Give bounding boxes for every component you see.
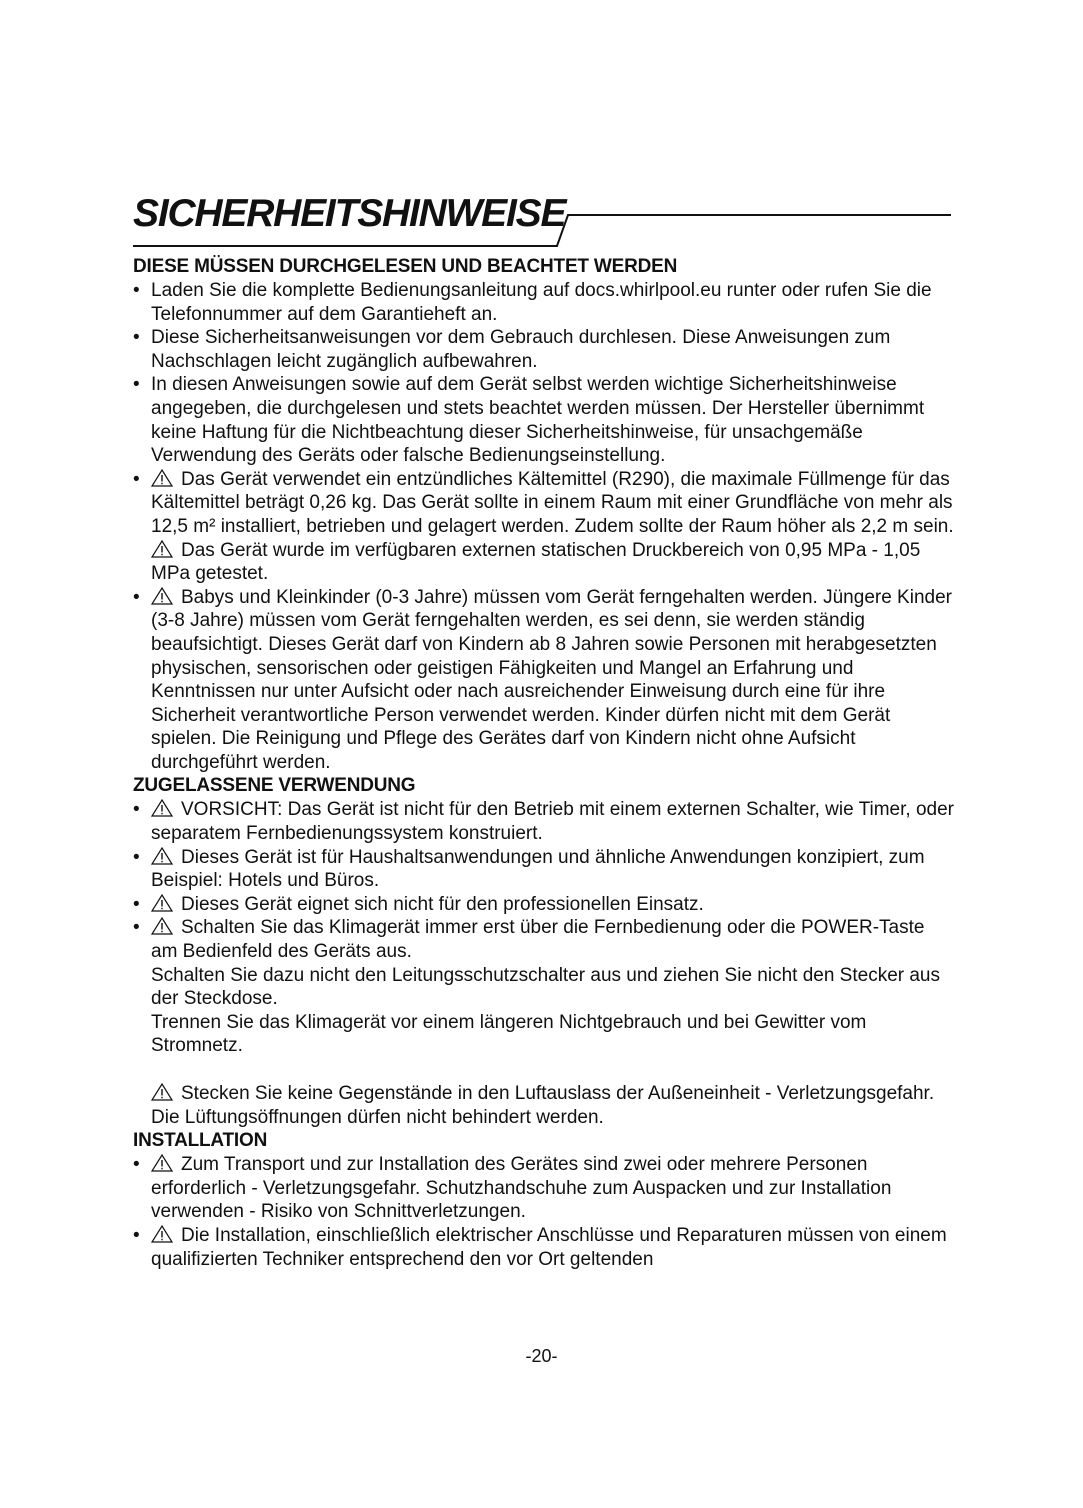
list-item — [133, 373, 955, 467]
bullet: • — [133, 586, 140, 608]
list-item-text: In diesen Anweisungen sowie auf dem Gerät selbst werden wichtige Sicherheitshinweise angegeben, die durchgelesen und stets beachtet werden müssen. Der Hersteller übernimmt keine Haftung für die Nichtbeachtung dieser Sicherheitshinweise, für unsachgemäße Verwendung des Geräts oder falsche Bedienungseinstellung. — [151, 374, 925, 467]
list-item-text: Das Gerät wurde im verfügbaren externen statischen Druckbereich von 0,95 MPa - 1,05 MPa getestet. — [151, 539, 921, 585]
list-item-text: Schalten Sie das Klimagerät immer erst über die Fernbedienung oder die POWER-Taste am Bedienfeld des Geräts aus. — [151, 917, 925, 963]
warning-triangle-icon — [151, 799, 173, 817]
list-item-text: Dieses Gerät eignet sich nicht für den professionellen Einsatz. — [181, 893, 704, 915]
warning-triangle-icon — [151, 540, 173, 558]
list-item-warning — [133, 586, 955, 775]
section-heading-read: DIESE MÜSSEN DURCHGELESEN UND BEACHTET WERDEN — [133, 256, 678, 277]
bullet: • — [133, 374, 140, 396]
warning-triangle-icon — [151, 1225, 173, 1243]
warning-triangle-icon — [151, 847, 173, 865]
section-heading-usage: ZUGELASSENE VERWENDUNG — [133, 775, 416, 797]
section-heading-installation: INSTALLATION — [133, 1130, 268, 1152]
list-item-warning — [133, 916, 955, 1129]
bullet: • — [133, 893, 140, 915]
bullet: • — [133, 846, 140, 868]
list-item-warning — [133, 468, 955, 586]
list-item-text: Laden Sie die komplette Bedienungsanleitung auf docs.whirlpool.eu runter oder rufen Sie die Telefonnummer auf dem Garantieheft an. — [151, 280, 932, 325]
warning-triangle-icon — [151, 1154, 173, 1172]
page-number: -20- — [525, 1346, 558, 1366]
title-block — [133, 188, 953, 250]
list-item-warning — [133, 893, 955, 917]
list-item-text: Die Installation, einschließlich elektrischer Anschlüsse und Reparaturen müssen von einem qualifizierten Techniker entsprechend den vor Ort geltenden — [151, 1224, 947, 1270]
warning-triangle-icon — [151, 469, 173, 487]
list-item-warning — [133, 1224, 955, 1271]
warning-triangle-icon — [151, 917, 173, 935]
list-item — [133, 279, 955, 326]
list-item-text: Trennen Sie das Klimagerät vor einem längeren Nichtgebrauch und bei Gewitter vom Stromnetz. — [151, 1011, 867, 1057]
list-item — [133, 326, 955, 373]
safety-content — [133, 255, 955, 1271]
bullet: • — [133, 1154, 140, 1176]
list-item-text: Dieses Gerät ist für Haushaltsanwendungen und ähnliche Anwendungen konzipiert, zum Beispiel: Hotels und Büros. — [151, 846, 925, 892]
bullet: • — [133, 280, 140, 301]
bullet: • — [133, 468, 140, 490]
list-item-text: Babys und Kleinkinder (0-3 Jahre) müssen vom Gerät ferngehalten werden. Jüngere Kinder (3-8 Jahre) müssen vom Gerät ferngehalten werden, es sei denn, sie werden ständig beaufsichtigt. Dieses Gerät darf von Kindern ab 8 Jahren sowie Personen mit herabgesetzten physischen, sensorischen oder geistigen Fähigkeiten und Mangel an Erfahrung und Kenntnissen nur unter Aufsicht oder nach ausreichender Einweisung durch eine für ihre Sicherheit verantwortliche Person verwendet werden. Kinder dürfen nicht mit dem Gerät spielen. Die Reinigung und Pflege des Gerätes darf von Kindern nicht ohne Aufsicht durchgeführt werden. — [151, 586, 952, 773]
bullet: • — [133, 799, 140, 821]
list-item-text: Schalten Sie dazu nicht den Leitungsschutzschalter aus und ziehen Sie nicht den Stecker aus der Steckdose. — [151, 964, 941, 1010]
list-item-warning — [133, 1153, 955, 1224]
warning-triangle-icon — [151, 894, 173, 912]
list-item-text: Stecken Sie keine Gegenstände in den Luftauslass der Außeneinheit - Verletzungsgefahr. Die Lüftungsöffnungen dürfen nicht behindert werden. — [151, 1083, 935, 1128]
list-item-text: Zum Transport und zur Installation des Gerätes sind zwei oder mehrere Personen erforderlich - Verletzungsgefahr. Schutzhandschuhe zum Auspacken und zur Installation verwenden - Risiko von Schnittverletzungen. — [151, 1154, 892, 1223]
list-item-text: VORSICHT: Das Gerät ist nicht für den Betrieb mit einem externen Schalter, wie Timer, oder separatem Fernbedienungssystem konstruiert. — [151, 799, 954, 845]
list-item-text: Diese Sicherheitsanweisungen vor dem Gebrauch durchlesen. Diese Anweisungen zum Nachschlagen leicht zugänglich aufbewahren. — [151, 327, 891, 372]
list-item-warning — [133, 798, 955, 845]
bullet: • — [133, 917, 140, 939]
bullet: • — [133, 327, 140, 349]
warning-triangle-icon — [151, 587, 173, 605]
warning-triangle-icon — [151, 1083, 173, 1101]
page-title: SICHERHEITSHINWEISE — [133, 192, 566, 235]
list-item-warning — [133, 846, 955, 893]
list-item-text: Das Gerät verwendet ein entzündliches Kältemittel (R290), die maximale Füllmenge für das Kältemittel beträgt 0,26 kg. Das Gerät sollte in einem Raum mit einer Grundfläche von mehr als 12,5 m² installiert, betrieben und gelagert werden. Zudem sollte der Raum höher als 2,2 m sein. — [151, 468, 954, 537]
bullet: • — [133, 1224, 140, 1246]
